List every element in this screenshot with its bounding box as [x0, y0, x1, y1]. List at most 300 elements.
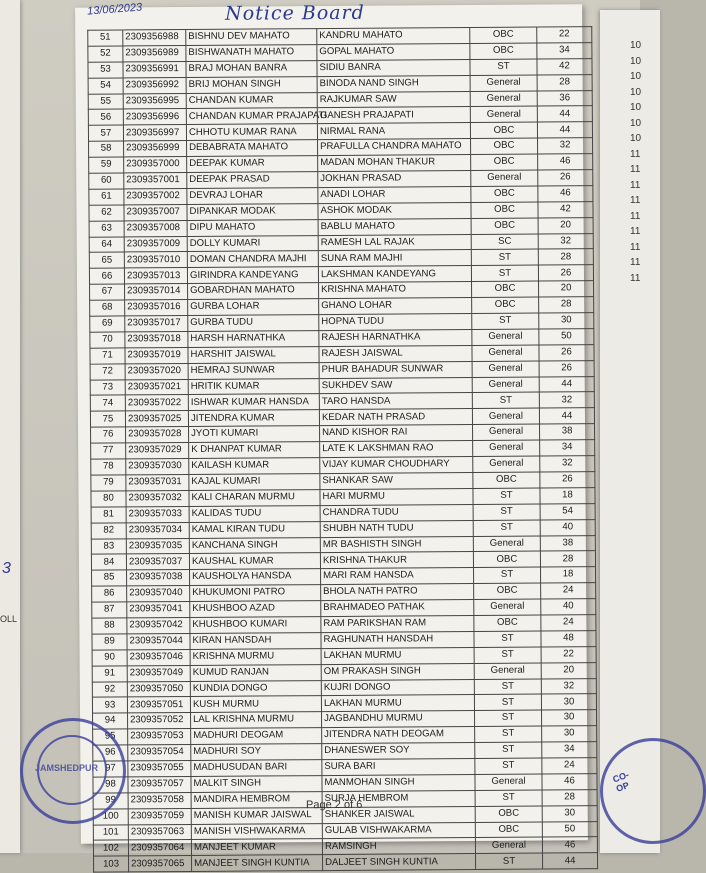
- marks-cell: 28: [542, 789, 597, 805]
- category-cell: OBC: [472, 297, 539, 313]
- roll-number-cell: 2309357052: [128, 713, 191, 729]
- marks-cell: 48: [541, 631, 596, 647]
- serial-number-cell: 82: [91, 523, 126, 539]
- category-cell: OBC: [470, 122, 537, 138]
- serial-number-cell: 77: [91, 443, 126, 459]
- serial-number-cell: 63: [89, 221, 124, 237]
- marks-cell: 32: [539, 392, 594, 408]
- roll-number-cell: 2309357014: [125, 284, 188, 300]
- marks-cell: 40: [541, 599, 596, 615]
- marks-cell: 20: [538, 217, 593, 233]
- father-name-cell: PHUR BAHADUR SUNWAR: [319, 361, 472, 378]
- serial-number-cell: 73: [90, 380, 125, 396]
- candidate-name-cell: MADHURI DEOGAM: [191, 728, 322, 745]
- category-cell: General: [471, 170, 538, 186]
- category-cell: ST: [474, 647, 541, 663]
- category-cell: OBC: [470, 27, 537, 43]
- category-cell: ST: [475, 758, 542, 774]
- serial-number-cell: 60: [89, 173, 124, 189]
- marks-cell: 26: [538, 265, 593, 281]
- roll-number-cell: 2309357007: [124, 204, 187, 220]
- marks-cell: 46: [542, 837, 597, 853]
- candidate-name-cell: JYOTI KUMARI: [189, 426, 320, 443]
- candidate-name-cell: KAUSHOLYA HANSDA: [190, 569, 321, 586]
- serial-number-cell: 61: [89, 189, 124, 205]
- candidate-name-cell: HARSHIT JAISWAL: [188, 346, 319, 363]
- category-cell: General: [474, 663, 541, 679]
- roll-number-cell: 2309357033: [126, 506, 189, 522]
- serial-number-cell: 100: [93, 809, 128, 825]
- roll-number-cell: 2309357041: [127, 602, 190, 618]
- marks-cell: 32: [541, 678, 596, 694]
- roll-number-cell: 2309357017: [125, 316, 188, 332]
- marks-cell: 42: [537, 58, 592, 74]
- father-name-cell: LAKHAN MURMU: [321, 695, 474, 712]
- candidate-name-cell: LAL KRISHNA MURMU: [191, 712, 322, 729]
- roll-number-cell: 2309357063: [128, 824, 191, 840]
- roll-number-cell: 2309357042: [127, 617, 190, 633]
- father-name-cell: SUNA RAM MAJHI: [318, 250, 471, 267]
- category-cell: OBC: [471, 202, 538, 218]
- roll-number-cell: 2309357051: [127, 697, 190, 713]
- roll-number-cell: 2309357053: [128, 729, 191, 745]
- marks-cell: 32: [540, 456, 595, 472]
- right-sheet-number: 10: [630, 102, 642, 113]
- father-name-cell: TARO HANSDA: [319, 393, 472, 410]
- serial-number-cell: 54: [88, 78, 123, 94]
- category-cell: General: [473, 424, 540, 440]
- category-cell: ST: [475, 742, 542, 758]
- marks-cell: 26: [538, 170, 593, 186]
- serial-number-cell: 103: [94, 856, 129, 872]
- page-number: Page 2 of 6: [305, 798, 363, 812]
- category-cell: OBC: [471, 154, 538, 170]
- serial-number-cell: 51: [88, 30, 123, 46]
- father-name-cell: GOPAL MAHATO: [317, 43, 470, 60]
- roll-number-cell: 2309357055: [128, 760, 191, 776]
- notice-board-heading: Notice Board: [225, 1, 365, 25]
- college-seal-stamp: [20, 718, 126, 824]
- serial-number-cell: 56: [88, 109, 123, 125]
- right-sheet-number: 11: [630, 241, 641, 253]
- father-name-cell: GHANO LOHAR: [319, 298, 472, 315]
- candidate-name-cell: BISHWANATH MAHATO: [186, 44, 317, 61]
- right-sheet-number: 11: [630, 179, 641, 191]
- marks-cell: 32: [538, 233, 593, 249]
- category-cell: ST: [476, 853, 543, 869]
- category-cell: General: [472, 329, 539, 345]
- serial-number-cell: 76: [91, 427, 126, 443]
- category-cell: ST: [473, 488, 540, 504]
- left-adjacent-sheet: [0, 0, 20, 853]
- candidate-name-cell: KAILASH KUMAR: [189, 458, 320, 475]
- category-cell: ST: [473, 520, 540, 536]
- candidate-name-cell: HRITIK KUMAR: [188, 378, 319, 395]
- father-name-cell: MR BASHISTH SINGH: [320, 536, 473, 553]
- father-name-cell: ANADI LOHAR: [318, 186, 471, 203]
- marks-cell: 30: [542, 710, 597, 726]
- serial-number-cell: 84: [91, 554, 126, 570]
- father-name-cell: PRAFULLA CHANDRA MAHATO: [318, 139, 471, 156]
- serial-number-cell: 81: [91, 507, 126, 523]
- marks-cell: 38: [540, 535, 595, 551]
- marks-cell: 44: [537, 106, 592, 122]
- serial-number-cell: 85: [92, 570, 127, 586]
- right-sheet-number: 11: [630, 257, 641, 268]
- marks-cell: 46: [538, 154, 593, 170]
- father-name-cell: CHANDRA TUDU: [320, 504, 473, 521]
- marks-cell: 50: [542, 821, 597, 837]
- candidate-name-cell: KHUSHBOO AZAD: [190, 601, 321, 618]
- roll-number-cell: 2309357058: [128, 792, 191, 808]
- category-cell: ST: [475, 790, 542, 806]
- father-name-cell: RAJKUMAR SAW: [317, 91, 470, 108]
- serial-number-cell: 59: [89, 157, 124, 173]
- candidate-name-cell: BISHNU DEV MAHATO: [186, 29, 317, 46]
- category-cell: SC: [471, 234, 538, 250]
- serial-number-cell: 67: [90, 284, 125, 300]
- marks-cell: 18: [540, 487, 595, 503]
- roll-number-cell: 2309357008: [124, 220, 187, 236]
- father-name-cell: GULAB VISHWAKARMA: [322, 822, 475, 839]
- father-name-cell: OM PRAKASH SINGH: [321, 663, 474, 680]
- roll-number-cell: 2309356992: [123, 77, 186, 93]
- roll-number-cell: 2309356999: [124, 141, 187, 157]
- serial-number-cell: 89: [92, 634, 127, 650]
- category-cell: OBC: [475, 806, 542, 822]
- candidate-name-cell: BRIJ MOHAN SINGH: [186, 76, 317, 93]
- marks-cell: 36: [537, 90, 592, 106]
- father-name-cell: BINODA NAND SINGH: [317, 75, 470, 92]
- roll-number-cell: 2309356988: [123, 30, 186, 46]
- father-name-cell: RAGHUNATH HANSDAH: [321, 631, 474, 648]
- candidate-name-cell: MANISH KUMAR JAISWAL: [191, 807, 322, 824]
- candidate-name-cell: MANDIRA HEMBROM: [191, 791, 322, 808]
- father-name-cell: BHOLA NATH PATRO: [321, 584, 474, 601]
- father-name-cell: GANESH PRAJAPATI: [317, 107, 470, 124]
- marks-cell: 44: [539, 408, 594, 424]
- marks-cell: 50: [539, 329, 594, 345]
- category-cell: General: [470, 107, 537, 123]
- candidate-name-cell: KAUSHAL KUMAR: [189, 553, 320, 570]
- roll-number-cell: 2309357030: [126, 459, 189, 475]
- marks-cell: 34: [537, 43, 592, 59]
- category-cell: ST: [474, 567, 541, 583]
- roll-number-cell: 2309357016: [125, 300, 188, 316]
- seal-text: JAMSHEDPUR: [35, 763, 99, 773]
- candidate-name-cell: KUMUD RANJAN: [190, 664, 321, 681]
- category-cell: ST: [474, 679, 541, 695]
- right-sheet-number: 10: [630, 86, 642, 98]
- category-cell: OBC: [472, 281, 539, 297]
- marks-cell: 32: [538, 138, 593, 154]
- roll-number-cell: 2309357044: [127, 633, 190, 649]
- marks-cell: 24: [542, 758, 597, 774]
- category-cell: OBC: [474, 583, 541, 599]
- serial-number-cell: 102: [93, 840, 128, 856]
- roll-number-cell: 2309357031: [126, 474, 189, 490]
- category-cell: ST: [474, 631, 541, 647]
- candidate-name-cell: GOBARDHAN MAHATO: [188, 283, 319, 300]
- category-cell: OBC: [470, 43, 537, 59]
- category-cell: ST: [474, 694, 541, 710]
- category-cell: ST: [472, 313, 539, 329]
- marks-cell: 28: [539, 297, 594, 313]
- candidate-name-cell: DEBABRATA MAHATO: [187, 140, 318, 157]
- roll-number-cell: 2309357035: [126, 538, 189, 554]
- candidate-name-cell: CHHOTU KUMAR RANA: [186, 124, 317, 141]
- marks-cell: 20: [539, 281, 594, 297]
- marks-cell: 46: [542, 774, 597, 790]
- category-cell: General: [473, 440, 540, 456]
- marks-cell: 38: [540, 424, 595, 440]
- serial-number-cell: 57: [88, 125, 123, 141]
- serial-number-cell: 87: [92, 602, 127, 618]
- roll-number-cell: 2309357064: [128, 840, 191, 856]
- category-cell: General: [472, 408, 539, 424]
- roll-number-cell: 2309357013: [124, 268, 187, 284]
- father-name-cell: KRISHNA THAKUR: [320, 552, 473, 569]
- roll-number-cell: 2309357046: [127, 649, 190, 665]
- category-cell: General: [472, 345, 539, 361]
- candidate-name-cell: KAJAL KUMARI: [189, 474, 320, 491]
- father-name-cell: SHANKAR SAW: [320, 472, 473, 489]
- roll-number-cell: 2309357032: [126, 490, 189, 506]
- father-name-cell: KANDRU MAHATO: [317, 28, 470, 45]
- serial-number-cell: 86: [92, 586, 127, 602]
- father-name-cell: DALJEET SINGH KUNTIA: [323, 854, 476, 871]
- roll-number-cell: 2309357002: [124, 188, 187, 204]
- candidate-name-cell: KRISHNA MURMU: [190, 648, 321, 665]
- serial-number-cell: 70: [90, 332, 125, 348]
- marks-cell: 40: [540, 519, 595, 535]
- candidate-name-cell: HARSH HARNATHKA: [188, 331, 319, 348]
- candidate-name-cell: DOLLY KUMARI: [187, 235, 318, 252]
- marks-cell: 30: [542, 805, 597, 821]
- marks-cell: 30: [542, 726, 597, 742]
- right-sheet-number: 10: [630, 40, 642, 51]
- father-name-cell: KRISHNA MAHATO: [319, 282, 472, 299]
- roll-number-cell: 2309357000: [124, 157, 187, 173]
- margin-handwritten-mark: 3: [2, 560, 11, 577]
- serial-number-cell: 94: [93, 713, 128, 729]
- category-cell: OBC: [471, 138, 538, 154]
- roll-number-cell: 2309357040: [127, 586, 190, 602]
- serial-number-cell: 90: [92, 650, 127, 666]
- marks-cell: 26: [540, 472, 595, 488]
- category-cell: OBC: [473, 551, 540, 567]
- candidate-name-cell: CHANDAN KUMAR: [186, 92, 317, 109]
- result-table: [87, 26, 598, 873]
- roll-number-cell: 2309357028: [126, 427, 189, 443]
- father-name-cell: SIDIU BANRA: [317, 59, 470, 76]
- roll-number-cell: 2309357009: [124, 236, 187, 252]
- marks-cell: 26: [539, 360, 594, 376]
- candidate-name-cell: DIPANKAR MODAK: [187, 203, 318, 220]
- marks-cell: 28: [540, 551, 595, 567]
- roll-number-cell: 2309357029: [126, 443, 189, 459]
- serial-number-cell: 64: [89, 237, 124, 253]
- category-cell: ST: [470, 59, 537, 75]
- roll-number-cell: 2309357019: [125, 347, 188, 363]
- candidate-name-cell: MANISH VISHWAKARMA: [191, 823, 322, 840]
- roll-number-cell: 2309357021: [125, 379, 188, 395]
- marks-cell: 34: [542, 742, 597, 758]
- serial-number-cell: 62: [89, 205, 124, 221]
- candidate-name-cell: K DHANPAT KUMAR: [189, 442, 320, 459]
- father-name-cell: SUKHDEV SAW: [319, 377, 472, 394]
- margin-text: OLL: [0, 614, 18, 624]
- candidate-name-cell: DEVRAJ LOHAR: [187, 187, 318, 204]
- category-cell: General: [475, 774, 542, 790]
- serial-number-cell: 53: [88, 62, 123, 78]
- category-cell: ST: [473, 504, 540, 520]
- roll-number-cell: 2309357057: [128, 776, 191, 792]
- father-name-cell: NAND KISHOR RAI: [320, 425, 473, 442]
- right-adjacent-sheet: [600, 10, 660, 853]
- serial-number-cell: 93: [92, 697, 127, 713]
- father-name-cell: BRAHMADEO PATHAK: [321, 600, 474, 617]
- father-name-cell: SHANKER JAISWAL: [322, 806, 475, 823]
- candidate-name-cell: GIRINDRA KANDEYANG: [187, 267, 318, 284]
- serial-number-cell: 83: [91, 538, 126, 554]
- father-name-cell: MADAN MOHAN THAKUR: [318, 155, 471, 172]
- roll-number-cell: 2309357001: [124, 173, 187, 189]
- marks-cell: 24: [541, 615, 596, 631]
- candidate-name-cell: MANJEET SINGH KUNTIA: [192, 855, 323, 872]
- marks-cell: 34: [540, 440, 595, 456]
- candidate-name-cell: DIPU MAHATO: [187, 219, 318, 236]
- category-cell: General: [473, 456, 540, 472]
- roll-number-cell: 2309357054: [128, 745, 191, 761]
- candidate-name-cell: DOMAN CHANDRA MAJHI: [187, 251, 318, 268]
- serial-number-cell: 58: [89, 141, 124, 157]
- roll-number-cell: 2309357065: [129, 856, 192, 872]
- marks-cell: 30: [539, 313, 594, 329]
- serial-number-cell: 92: [92, 681, 127, 697]
- serial-number-cell: 74: [90, 395, 125, 411]
- father-name-cell: JAGBANDHU MURMU: [322, 711, 475, 728]
- serial-number-cell: 101: [93, 824, 128, 840]
- serial-number-cell: 72: [90, 364, 125, 380]
- right-sheet-number: 11: [630, 148, 641, 160]
- father-name-cell: LAKSHMAN KANDEYANG: [318, 266, 471, 283]
- candidate-name-cell: JITENDRA KUMAR: [188, 410, 319, 427]
- father-name-cell: LAKHAN MURMU: [321, 647, 474, 664]
- category-cell: OBC: [471, 218, 538, 234]
- father-name-cell: RAM PARIKSHAN RAM: [321, 615, 474, 632]
- category-cell: General: [472, 377, 539, 393]
- candidate-name-cell: KUSH MURMU: [190, 696, 321, 713]
- serial-number-cell: 91: [92, 666, 127, 682]
- candidate-name-cell: KAMAL KIRAN TUDU: [189, 521, 320, 538]
- candidate-name-cell: DEEPAK PRASAD: [187, 172, 318, 189]
- father-name-cell: SHUBH NATH TUDU: [320, 520, 473, 537]
- serial-number-cell: 71: [90, 348, 125, 364]
- candidate-name-cell: HEMRAJ SUNWAR: [188, 362, 319, 379]
- serial-number-cell: 69: [90, 316, 125, 332]
- candidate-name-cell: KHUKUMONI PATRO: [190, 585, 321, 602]
- roll-number-cell: 2309357050: [127, 681, 190, 697]
- candidate-name-cell: MALKIT SINGH: [191, 775, 322, 792]
- serial-number-cell: 75: [90, 411, 125, 427]
- serial-number-cell: 78: [91, 459, 126, 475]
- father-name-cell: JITENDRA NATH DEOGAM: [322, 727, 475, 744]
- category-cell: General: [470, 91, 537, 107]
- candidate-name-cell: KIRAN HANSDAH: [190, 632, 321, 649]
- roll-number-cell: 2309357022: [125, 395, 188, 411]
- serial-number-cell: 88: [92, 618, 127, 634]
- roll-number-cell: 2309357037: [126, 554, 189, 570]
- roll-number-cell: 2309357034: [126, 522, 189, 538]
- serial-number-cell: 52: [88, 46, 123, 62]
- roll-number-cell: 2309357025: [125, 411, 188, 427]
- father-name-cell: BABLU MAHATO: [318, 218, 471, 235]
- serial-number-cell: 65: [89, 252, 124, 268]
- marks-cell: 46: [538, 186, 593, 202]
- seal-text-right: CO-OP: [611, 769, 631, 794]
- right-sheet-number: 10: [630, 133, 642, 144]
- roll-number-cell: 2309356991: [123, 61, 186, 77]
- candidate-name-cell: BRAJ MOHAN BANRA: [186, 60, 317, 77]
- candidate-name-cell: MANJEET KUMAR: [191, 839, 322, 856]
- right-sheet-serial-numbers: [630, 38, 641, 286]
- roll-number-cell: 2309357010: [124, 252, 187, 268]
- father-name-cell: JOKHAN PRASAD: [318, 171, 471, 188]
- candidate-name-cell: CHANDAN KUMAR PRAJAPATI: [186, 108, 317, 125]
- category-cell: General: [475, 837, 542, 853]
- candidate-name-cell: ISHWAR KUMAR HANSDA: [188, 394, 319, 411]
- category-cell: OBC: [474, 615, 541, 631]
- father-name-cell: LATE K LAKSHMAN RAO: [320, 441, 473, 458]
- category-cell: General: [474, 599, 541, 615]
- father-name-cell: NIRMAL RANA: [317, 123, 470, 140]
- candidate-name-cell: MADHUSUDAN BARI: [191, 760, 322, 777]
- candidate-name-cell: DEEPAK KUMAR: [187, 156, 318, 173]
- candidate-name-cell: MADHURI SOY: [191, 744, 322, 761]
- right-sheet-number: 11: [630, 195, 641, 206]
- marks-cell: 26: [539, 344, 594, 360]
- serial-number-cell: 95: [93, 729, 128, 745]
- roll-number-cell: 2309357020: [125, 363, 188, 379]
- father-name-cell: RAMESH LAL RAJAK: [318, 234, 471, 251]
- serial-number-cell: 79: [91, 475, 126, 491]
- category-cell: OBC: [473, 472, 540, 488]
- roll-number-cell: 2309357049: [127, 665, 190, 681]
- category-cell: ST: [475, 710, 542, 726]
- notice-sheet: [75, 1, 588, 870]
- father-name-cell: SURJA HEMBROM: [322, 790, 475, 807]
- candidate-name-cell: KALIDAS TUDU: [189, 505, 320, 522]
- marks-cell: 30: [541, 694, 596, 710]
- roll-number-cell: 2309356997: [123, 125, 186, 141]
- category-cell: ST: [471, 250, 538, 266]
- marks-cell: 44: [543, 853, 598, 869]
- marks-cell: 24: [541, 583, 596, 599]
- father-name-cell: KEDAR NATH PRASAD: [319, 409, 472, 426]
- candidate-name-cell: KANCHANA SINGH: [189, 537, 320, 554]
- category-cell: General: [472, 361, 539, 377]
- father-name-cell: SURA BARI: [322, 758, 475, 775]
- serial-number-cell: 98: [93, 777, 128, 793]
- roll-number-cell: 2309357059: [128, 808, 191, 824]
- marks-cell: 28: [537, 74, 592, 90]
- candidate-name-cell: KALI CHARAN MURMU: [189, 489, 320, 506]
- marks-cell: 42: [538, 201, 593, 217]
- marks-cell: 44: [539, 376, 594, 392]
- marks-cell: 28: [538, 249, 593, 265]
- serial-number-cell: 97: [93, 761, 128, 777]
